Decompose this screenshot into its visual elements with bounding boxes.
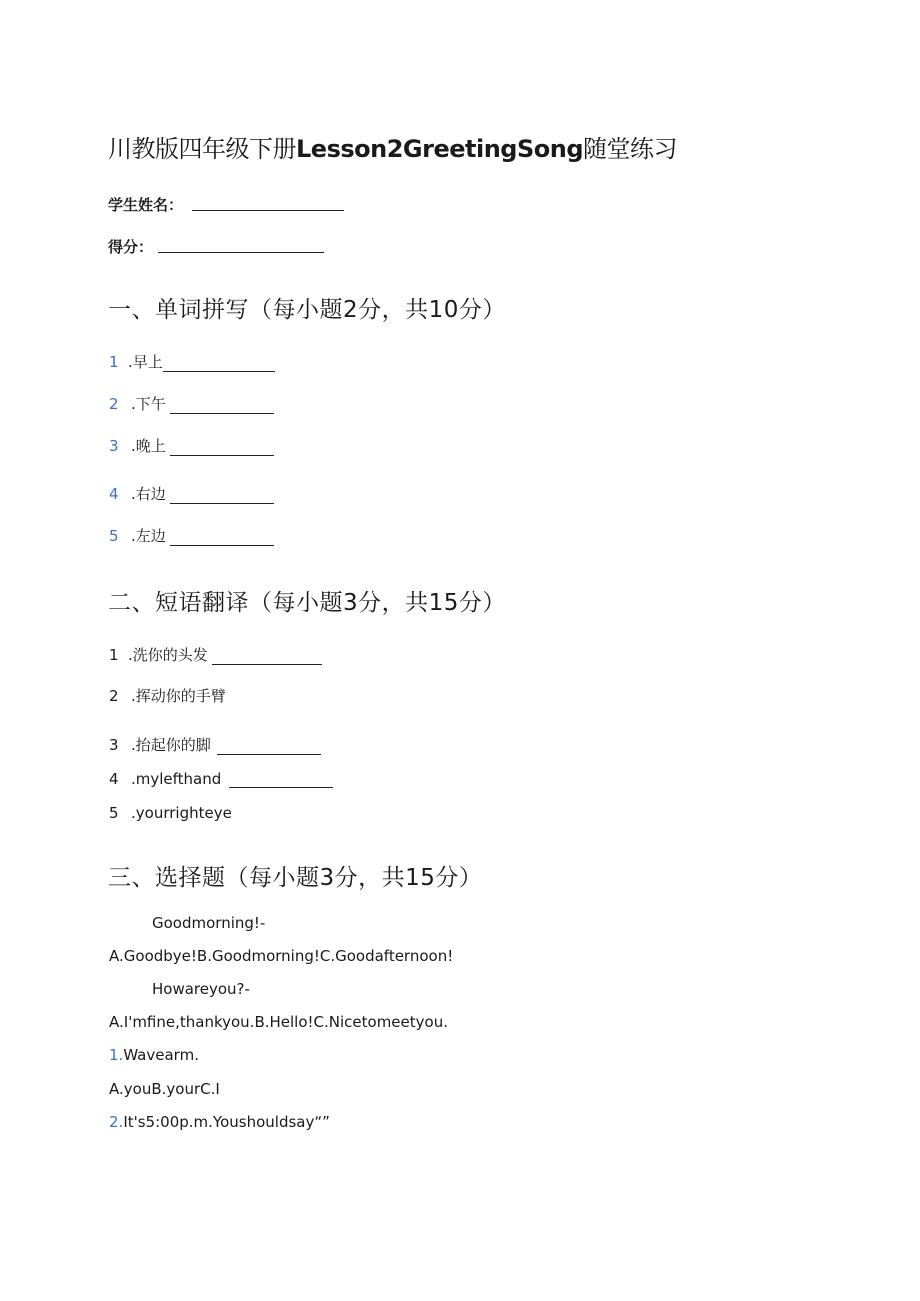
answer-blank[interactable]	[163, 356, 275, 372]
item-text: .洗你的头发	[128, 646, 208, 664]
list-item	[109, 644, 322, 665]
list-item	[109, 393, 274, 414]
section1-heading: 一、单词拼写（每小题2分，共10分）	[108, 297, 506, 323]
item-text: .右边	[131, 485, 166, 503]
question-stem	[109, 1113, 330, 1131]
item-number: 4	[109, 485, 119, 503]
question-number: 1.	[109, 1046, 124, 1064]
item-text: .yourrighteye	[131, 804, 232, 822]
list-item	[109, 685, 226, 706]
list-item	[109, 525, 274, 546]
answer-options: A.Goodbye!B.Goodmorning!C.Goodafternoon!	[109, 947, 454, 965]
item-number: 2	[109, 395, 119, 413]
answer-blank[interactable]	[229, 772, 333, 788]
section2-heading: 二、短语翻译（每小题3分，共15分）	[108, 590, 506, 616]
list-item	[109, 734, 321, 755]
item-text: .早上	[128, 353, 163, 371]
question-number: 2.	[109, 1113, 124, 1131]
answer-blank[interactable]	[217, 739, 321, 755]
answer-blank[interactable]	[170, 398, 274, 414]
answer-blank[interactable]	[170, 440, 274, 456]
answer-blank[interactable]	[212, 649, 322, 665]
title-suffix: 随堂练习	[583, 135, 678, 163]
item-number: 2	[109, 687, 119, 705]
question-text: Wavearm.	[123, 1046, 199, 1064]
item-number: 5	[109, 804, 119, 822]
answer-blank[interactable]	[170, 488, 274, 504]
question-stem: Howareyou?-	[152, 980, 250, 998]
question-stem	[109, 1046, 199, 1064]
title-lesson: Lesson2GreetingSong	[296, 135, 584, 163]
list-item	[109, 351, 275, 372]
list-item	[109, 483, 274, 504]
list-item	[109, 435, 274, 456]
item-text: .晚上	[131, 437, 166, 455]
item-text: .抬起你的脚	[131, 736, 211, 754]
answer-options: A.I'mfine,thankyou.B.Hello!C.Nicetomeetyou.	[109, 1013, 448, 1031]
item-number: 5	[109, 527, 119, 545]
item-text: .mylefthand	[131, 770, 222, 788]
score-field[interactable]	[158, 237, 324, 253]
score-label: 得分：	[108, 238, 154, 256]
title-prefix: 川教版四年级下册	[108, 135, 296, 163]
item-number: 1	[109, 646, 119, 664]
answer-blank[interactable]	[170, 530, 274, 546]
page-title	[108, 129, 677, 164]
student-name-label: 学生姓名：	[108, 196, 184, 214]
item-number: 3	[109, 437, 119, 455]
list-item	[109, 804, 232, 822]
item-number: 3	[109, 736, 119, 754]
answer-options: A.youB.yourC.I	[109, 1080, 220, 1098]
list-item	[109, 770, 333, 788]
item-text: .下午	[131, 395, 166, 413]
question-text: It's5:00p.m.Youshouldsay“”	[123, 1113, 330, 1131]
item-text: .左边	[131, 527, 166, 545]
item-number: 1	[109, 353, 119, 371]
section3-heading: 三、选择题（每小题3分，共15分）	[108, 865, 483, 891]
question-stem: Goodmorning!-	[152, 914, 266, 932]
item-text: .挥动你的手臂	[131, 687, 226, 705]
student-name-field[interactable]	[192, 195, 344, 211]
item-number: 4	[109, 770, 119, 788]
